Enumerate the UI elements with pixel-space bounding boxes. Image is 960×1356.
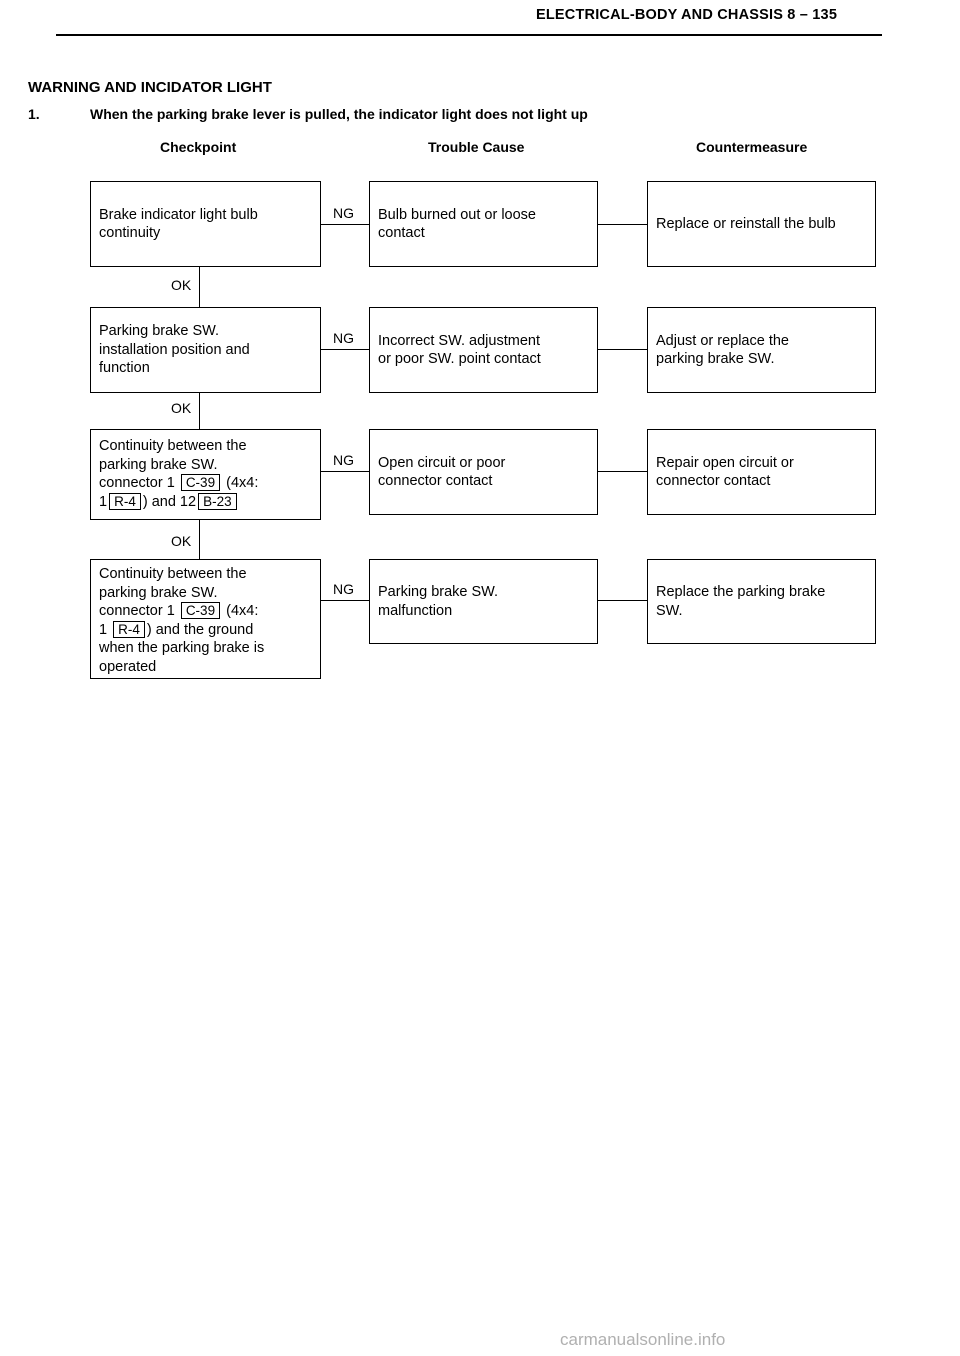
- ok-line-3: [199, 520, 200, 559]
- checkpoint-3-text: (4x4:: [226, 475, 259, 491]
- ok-label-1: OK: [171, 277, 192, 293]
- connector-code-b23: B-23: [198, 493, 237, 510]
- countermeasure-1-line-1: Replace or reinstall the bulb: [656, 215, 836, 232]
- countermeasure-2-line-2: parking brake SW.: [656, 351, 775, 367]
- trouble-cause-box-3: [369, 429, 598, 515]
- checkpoint-3-line-3: [99, 474, 312, 493]
- checkpoint-4-text: ) and the ground: [146, 621, 254, 638]
- checkpoint-3-line-4: [99, 493, 312, 512]
- checkpoint-4-line-3: [99, 602, 312, 621]
- connector-code-r4: R-4: [113, 621, 145, 638]
- checkpoint-3-line-2: parking brake SW.: [99, 456, 218, 473]
- connector-line-fix-1: [598, 224, 647, 225]
- watermark: carmanualsonline.info: [560, 1330, 726, 1349]
- checkpoint-4-line-6: operated: [99, 658, 157, 675]
- checkpoint-box-1: [90, 181, 321, 267]
- cause-1-line-1: Bulb burned out or loose: [378, 206, 536, 223]
- checkpoint-1-line-2: continuity: [99, 225, 161, 241]
- question-number: 1.: [28, 106, 40, 122]
- connector-line-fix-3: [598, 471, 647, 472]
- checkpoint-3-text: connector 1: [99, 475, 175, 491]
- connector-line-ng-1: [321, 224, 369, 225]
- trouble-cause-box-4: [369, 559, 598, 644]
- section-title: WARNING AND INCIDATOR LIGHT: [28, 79, 272, 96]
- cause-3-line-2: connector contact: [378, 473, 493, 489]
- cause-4-line-2: malfunction: [378, 602, 453, 619]
- checkpoint-4-line-1: Continuity between the: [99, 566, 247, 582]
- countermeasure-3-line-1: Repair open circuit or: [656, 454, 794, 471]
- cause-2-line-1: Incorrect SW. adjustment: [378, 332, 540, 349]
- checkpoint-4-line-4: [99, 621, 312, 640]
- connector-line-ng-3: [321, 471, 369, 472]
- connector-line-fix-4: [598, 600, 647, 601]
- checkpoint-4-line-2: parking brake SW.: [99, 584, 218, 601]
- countermeasure-box-2: [647, 307, 876, 393]
- countermeasure-2-line-1: Adjust or replace the: [656, 332, 789, 349]
- ok-line-1: [199, 267, 200, 307]
- ng-label-2: NG: [333, 330, 354, 346]
- checkpoint-3-text: 1: [99, 493, 108, 510]
- countermeasure-4-line-2: SW.: [656, 602, 683, 619]
- ok-label-3: OK: [171, 533, 192, 549]
- column-header-countermeasure: Countermeasure: [696, 139, 808, 155]
- countermeasure-box-4: [647, 559, 876, 644]
- checkpoint-box-2: [90, 307, 321, 393]
- connector-code-c39: C-39: [181, 474, 220, 491]
- ok-line-2: [199, 393, 200, 429]
- connector-line-ng-4: [321, 600, 369, 601]
- checkpoint-4-text: 1: [99, 621, 108, 638]
- checkpoint-3-line-1: Continuity between the: [99, 438, 247, 454]
- checkpoint-4-text: connector 1: [99, 603, 175, 619]
- ng-label-4: NG: [333, 581, 354, 597]
- ok-label-2: OK: [171, 400, 192, 416]
- checkpoint-1-line-1: Brake indicator light bulb: [99, 206, 258, 223]
- connector-code-c39: C-39: [181, 602, 220, 619]
- checkpoint-4-text: (4x4:: [226, 603, 259, 619]
- cause-4-line-1: Parking brake SW.: [378, 584, 499, 600]
- connector-line-ng-2: [321, 349, 369, 350]
- page-header: ELECTRICAL-BODY AND CHASSIS 8 – 135: [536, 7, 838, 23]
- countermeasure-3-line-2: connector contact: [656, 473, 771, 489]
- connector-line-fix-2: [598, 349, 647, 350]
- question-text: When the parking brake lever is pulled, the indicator light does not light up: [90, 106, 588, 122]
- cause-1-line-2: contact: [378, 225, 425, 241]
- trouble-cause-box-1: [369, 181, 598, 267]
- checkpoint-2-line-3: function: [99, 360, 150, 377]
- checkpoint-2-line-2: installation position and: [99, 341, 250, 358]
- countermeasure-box-1: [647, 181, 876, 267]
- ng-label-1: NG: [333, 205, 354, 221]
- countermeasure-box-3: [647, 429, 876, 515]
- trouble-cause-box-2: [369, 307, 598, 393]
- cause-2-line-2: or poor SW. point contact: [378, 351, 541, 367]
- checkpoint-4-line-5: when the parking brake is: [99, 640, 265, 656]
- column-header-checkpoint: Checkpoint: [160, 139, 237, 155]
- column-header-trouble-cause: Trouble Cause: [428, 139, 525, 155]
- connector-code-r4: R-4: [109, 493, 141, 510]
- checkpoint-box-4: [90, 559, 321, 679]
- checkpoint-2-line-1: Parking brake SW.: [99, 323, 220, 340]
- header-rule: [56, 34, 882, 36]
- checkpoint-3-text: ) and 12: [142, 493, 197, 510]
- countermeasure-4-line-1: Replace the parking brake: [656, 584, 826, 600]
- checkpoint-box-3: [90, 429, 321, 520]
- ng-label-3: NG: [333, 452, 354, 468]
- cause-3-line-1: Open circuit or poor: [378, 454, 506, 471]
